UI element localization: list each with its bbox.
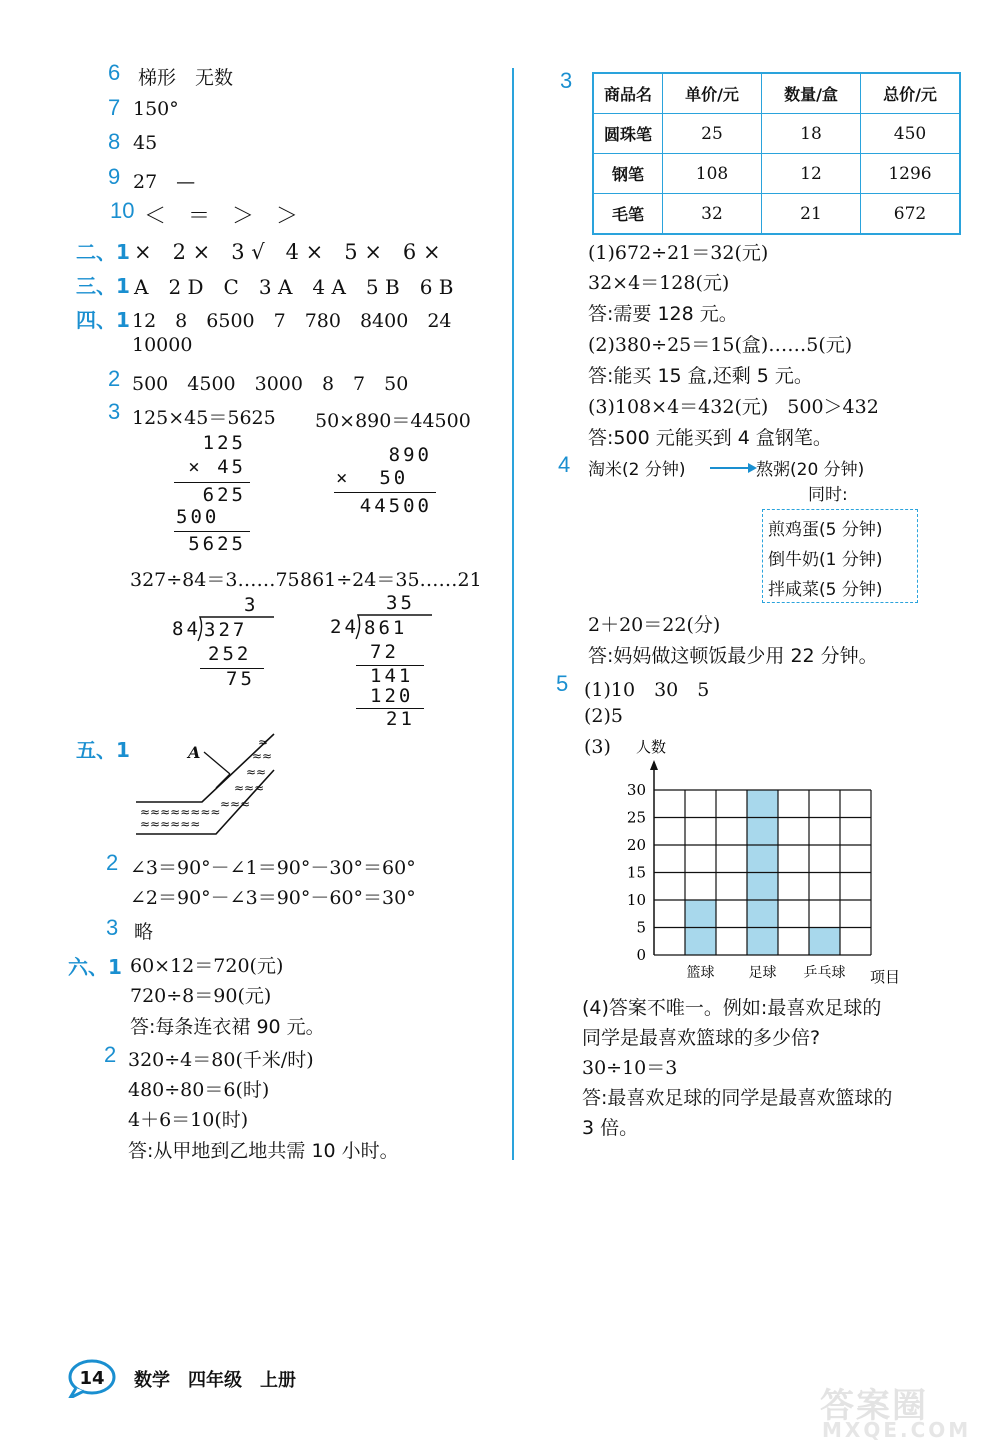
mul1-line5: 5625 (188, 533, 246, 555)
cell: 毛笔 (593, 194, 663, 235)
section-5-q3-number: 3 (106, 915, 119, 940)
y-tick-label: 20 (626, 836, 646, 854)
section-6-q2-line2: 480÷80＝6(时) (128, 1079, 270, 1101)
q5-part2: (2)5 (584, 705, 624, 727)
mul1-line4: 500 (176, 506, 220, 528)
watermark-logo: 答案圈 (820, 1386, 928, 1426)
book-title: 数学 四年级 上册 (134, 1370, 296, 1391)
long-division-2 (330, 592, 430, 732)
category-label: 篮球 (686, 965, 715, 981)
q9-number: 9 (108, 164, 121, 189)
cell: 450 (861, 114, 961, 154)
q10-number: 10 (110, 198, 135, 223)
division-eq-1: 327÷84＝3……75 (130, 569, 300, 591)
chart-xlabel: 项目 (870, 968, 901, 986)
div2-step3: 120 (370, 685, 414, 707)
page-number-badge (66, 1358, 116, 1398)
right-q3-number: 3 (560, 68, 573, 93)
div1-remainder: 75 (226, 668, 255, 690)
q9-answer: 27 — (133, 171, 196, 193)
q5-part4-calc: 30÷10＝3 (582, 1057, 678, 1079)
section-5-q2-line2: ∠2＝90°－∠3＝90°－60°＝30° (130, 887, 416, 909)
vertical-multiplication-2 (334, 444, 436, 524)
q4-dish-3: 拌咸菜(5 分钟) (768, 580, 883, 600)
q4-answer: 答:妈妈做这顿饭最少用 22 分钟。 (588, 645, 878, 667)
q4-calc: 2＋20＝22(分) (588, 614, 721, 636)
q4-dish-1: 煎鸡蛋(5 分钟) (768, 520, 883, 540)
cell: 25 (663, 114, 762, 154)
division-eq-2: 861÷24＝35……21 (300, 569, 482, 591)
y-tick-label: 10 (626, 891, 646, 909)
div2-step2: 141 (370, 665, 414, 687)
q7-number: 7 (108, 95, 121, 120)
mul1-line1: 125 (202, 432, 246, 454)
section-5-q2-number: 2 (106, 850, 119, 875)
cell: 12 (762, 154, 861, 194)
mul1-line3: 625 (202, 484, 246, 506)
table-row (593, 154, 960, 194)
y-axis-arrow-icon (650, 760, 658, 770)
q3-line-1: (1)672÷21＝32(元) (588, 242, 769, 264)
q3-line-2: 32×4＝128(元) (588, 272, 730, 294)
mul2-line1: 890 (388, 444, 432, 466)
section-6-q2-number: 2 (104, 1042, 117, 1067)
header-item: 商品名 (593, 73, 663, 114)
header-unit-price: 单价/元 (663, 73, 762, 114)
cell: 1296 (861, 154, 961, 194)
section-5-q3-answer: 略 (134, 921, 154, 943)
svg-text:≈≈: ≈≈ (252, 749, 273, 763)
div2-quotient: 35 (386, 592, 415, 614)
section-2-answers: × 2 × 3 √ 4 × 5 × 6 × (134, 240, 441, 264)
div2-step1: 72 (370, 641, 399, 663)
q5-part4-line2: 同学是最喜欢篮球的多少倍? (582, 1027, 821, 1049)
q4-step1: 淘米(2 分钟) (588, 460, 686, 480)
section-3-label: 三、1 (76, 274, 130, 298)
section-6-label: 六、1 (68, 955, 122, 979)
q3-line-4: (2)380÷25＝15(盒)……5(元) (588, 334, 853, 356)
svg-text:≈≈: ≈≈ (246, 765, 267, 779)
reflection-diagram (134, 730, 284, 840)
div2-remainder: 21 (386, 708, 415, 730)
mul2-line3: 44500 (359, 495, 432, 517)
section-4-q2-answer: 500 4500 3000 8 7 50 (132, 373, 409, 395)
q5-part4-answer: 答:最喜欢足球的同学是最喜欢篮球的 (582, 1087, 893, 1109)
q5-part4-answer-end: 3 倍。 (582, 1117, 639, 1139)
q10-answer: ＜ ＝ ＞ ＞ (144, 204, 299, 229)
cell: 108 (663, 154, 762, 194)
q4-dish-2: 倒牛奶(1 分钟) (768, 550, 883, 570)
y-tick-label: 15 (626, 863, 646, 882)
q5-part1: (1)10 30 5 (584, 679, 710, 701)
q8-number: 8 (108, 129, 121, 154)
q7-answer: 150° (133, 98, 179, 120)
cell: 672 (861, 194, 961, 235)
section-4-q1-line1: 12 8 6500 7 780 8400 24 (132, 310, 452, 332)
q3-line-5: 答:能买 15 盒,还剩 5 元。 (588, 365, 813, 387)
svg-text:≈≈≈≈≈≈: ≈≈≈≈≈≈ (140, 817, 201, 831)
mul1-rule1 (174, 482, 250, 483)
category-label: 足球 (748, 965, 777, 981)
section-4-q1-line2: 10000 (132, 334, 193, 356)
y-tick-label: 30 (626, 781, 646, 799)
section-4-q3-eq1: 125×45＝5625 (132, 407, 276, 429)
div1-divisor: 84 (172, 618, 201, 640)
section-6-q2-line1: 320÷4＝80(千米/时) (128, 1049, 314, 1071)
mul2-rule1 (334, 492, 436, 493)
category-label: 乒乓球 (803, 965, 846, 981)
bar-2 (809, 928, 840, 956)
watermark-url: MXQE.COM (822, 1418, 972, 1442)
svg-text:≈≈≈: ≈≈≈ (220, 797, 251, 811)
y-tick-label: 25 (626, 808, 646, 827)
q3-line-3: 答:需要 128 元。 (588, 303, 738, 325)
section-3-answers: A 2 D C 3 A 4 A 5 B 6 B (134, 275, 454, 299)
section-4-q2-number: 2 (108, 366, 121, 391)
q6-answer: 梯形 无数 (138, 67, 234, 89)
q5-part3: (3) (584, 736, 611, 758)
cell: 圆珠笔 (593, 114, 663, 154)
column-divider (512, 68, 514, 1160)
y-tick-label: 0 (636, 946, 646, 964)
svg-text:≈: ≈ (258, 735, 269, 749)
section-6-q2-line3: 4＋6＝10(时) (128, 1109, 249, 1131)
div2-dividend: 861 (364, 617, 408, 639)
sports-bar-chart (620, 732, 920, 992)
price-table (592, 72, 961, 235)
q3-line-7: 答:500 元能买到 4 盒钢笔。 (588, 427, 832, 449)
y-tick-label: 5 (636, 918, 646, 937)
cell: 钢笔 (593, 154, 663, 194)
section-6-q1-line1: 60×12＝720(元) (130, 955, 284, 977)
q3-line-6: (3)108×4＝432(元) 500＞432 (588, 396, 879, 418)
mul2-line2: × 50 (336, 467, 409, 489)
q5-part4-line1: (4)答案不唯一。例如:最喜欢足球的 (582, 997, 882, 1019)
mul1-rule2 (174, 531, 250, 532)
div1-quotient: 3 (244, 594, 259, 616)
q4-step2: 熬粥(20 分钟) (756, 460, 865, 480)
price-table-header (593, 73, 960, 114)
section-4-q3-number: 3 (108, 399, 121, 424)
div2-divisor: 24 (330, 616, 359, 638)
section-6-q2-answer: 答:从甲地到乙地共需 10 小时。 (128, 1140, 399, 1162)
section-4-q3-eq2: 50×890＝44500 (315, 410, 471, 432)
arrow-icon (710, 462, 758, 474)
page-number: 14 (79, 1368, 105, 1389)
mul1-line2: × 45 (188, 456, 246, 478)
div1-dividend: 327 (204, 619, 248, 641)
header-quantity: 数量/盒 (762, 73, 861, 114)
section-5-label: 五、1 (76, 738, 130, 762)
table-row (593, 114, 960, 154)
div1-step1: 252 (208, 643, 252, 665)
vertical-multiplication-1 (170, 432, 250, 557)
svg-text:≈≈≈≈≈≈≈≈: ≈≈≈≈≈≈≈≈ (140, 805, 221, 819)
header-total: 总价/元 (861, 73, 961, 114)
section-5-q2-line1: ∠3＝90°－∠1＝90°－30°＝60° (130, 857, 416, 879)
section-6-q1-line2: 720÷8＝90(元) (130, 985, 272, 1007)
section-6-q1-answer: 答:每条连衣裙 90 元。 (130, 1016, 325, 1038)
cell: 21 (762, 194, 861, 235)
q8-answer: 45 (133, 132, 158, 154)
q6-number: 6 (108, 60, 121, 85)
chart-ylabel: 人数 (636, 738, 667, 756)
cell: 18 (762, 114, 861, 154)
cell: 32 (663, 194, 762, 235)
section-4-label: 四、1 (76, 308, 130, 332)
svg-text:≈≈≈: ≈≈≈ (234, 781, 265, 795)
point-a-label: A (188, 743, 201, 762)
section-2-label: 二、1 (76, 240, 130, 264)
table-row (593, 194, 960, 235)
right-q4-number: 4 (558, 452, 571, 477)
long-division-1 (172, 594, 272, 694)
q4-same-time: 同时: (808, 485, 848, 505)
right-q5-number: 5 (556, 671, 569, 696)
